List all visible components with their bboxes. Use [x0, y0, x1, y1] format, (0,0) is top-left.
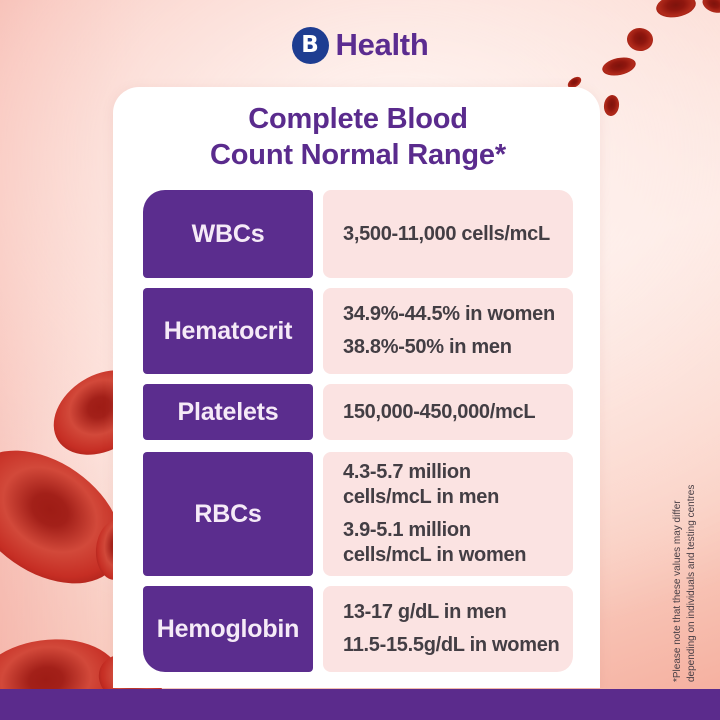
bottom-bar	[0, 689, 720, 720]
page-title-line1: Complete Blood	[248, 103, 468, 135]
table-row-hematocrit	[143, 288, 573, 374]
row-label: RBCs	[143, 452, 313, 576]
value-line: 3,500-11,000 cells/mcL	[343, 222, 550, 245]
table-row-hemoglobin	[143, 586, 573, 672]
page-title	[143, 101, 573, 173]
bajaj-b-icon	[292, 27, 329, 64]
value-line: 150,000-450,000/mcL	[343, 400, 536, 423]
row-value	[323, 288, 573, 374]
cbc-card	[113, 87, 600, 688]
disclaimer-note	[671, 412, 699, 682]
row-value	[323, 384, 573, 440]
value-line: 11.5-15.5g/dL in women	[343, 634, 560, 656]
row-value	[323, 190, 573, 278]
brand-name: Health	[335, 27, 429, 62]
blood-cell-decoration	[700, 0, 720, 16]
value-line: 13-17 g/dL in men	[343, 601, 507, 623]
table-row-wbcs	[143, 190, 573, 278]
row-label: Hemoglobin	[143, 586, 313, 672]
row-value	[323, 586, 573, 672]
value-line: 3.9-5.1 million cells/mcL in women	[343, 519, 527, 566]
table-row-platelets	[143, 384, 573, 440]
cbc-table	[143, 190, 573, 672]
row-label: Platelets	[143, 384, 313, 440]
bajaj-b-letter: B	[301, 31, 319, 58]
row-value	[323, 452, 573, 576]
disclaimer-line2: depending on individuals and testing centres	[686, 484, 697, 682]
table-row-rbcs	[143, 452, 573, 576]
row-label: WBCs	[143, 190, 313, 278]
blood-cell-decoration	[654, 0, 697, 20]
blood-cell-decoration	[603, 94, 621, 117]
page-title-line2: Count Normal Range*	[210, 139, 506, 171]
value-line: 38.8%-50% in men	[343, 336, 512, 358]
disclaimer-line1: *Please note that these values may differ	[672, 500, 683, 682]
value-line: 4.3-5.7 million cells/mcL in men	[343, 461, 500, 508]
row-label: Hematocrit	[143, 288, 313, 374]
brand-logo	[0, 24, 720, 66]
value-line: 34.9%-44.5% in women	[343, 303, 555, 325]
